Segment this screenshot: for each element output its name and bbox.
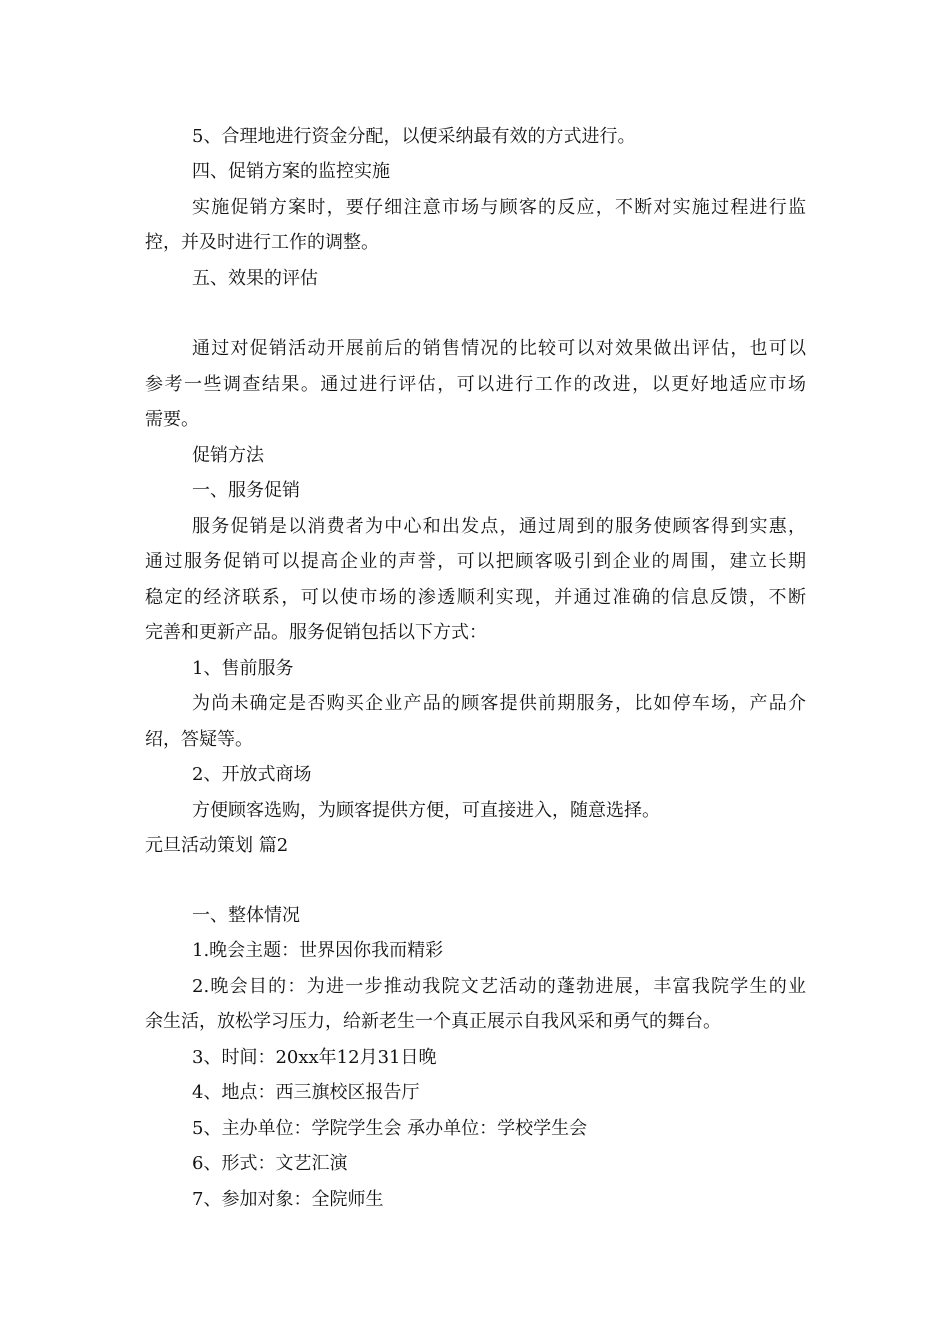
text-line: 余生活，放松学习压力，给新老生一个真正展示自我风采和勇气的舞台。 xyxy=(145,1011,721,1032)
section-heading: 五、效果的评估 xyxy=(192,268,318,289)
text-line: 5、合理地进行资金分配，以便采纳最有效的方式进行。 xyxy=(192,126,636,147)
list-item-heading: 1、售前服务 xyxy=(192,658,294,679)
text-line: 通过服务促销可以提高企业的声誉，可以把顾客吸引到企业的周围，建立长期 xyxy=(145,551,806,572)
text-line: 绍，答疑等。 xyxy=(145,729,253,750)
list-item-heading: 2、开放式商场 xyxy=(192,764,312,785)
text-line: 实施促销方案时，要仔细注意市场与顾客的反应，不断对实施过程进行监 xyxy=(192,197,806,218)
text-line: 方便顾客选购，为顾客提供方便，可直接进入，随意选择。 xyxy=(192,800,660,821)
text-line: 1.晚会主题：世界因你我而精彩 xyxy=(192,940,444,961)
text-line: 2.晚会目的：为进一步推动我院文艺活动的蓬勃进展，丰富我院学生的业 xyxy=(192,976,806,997)
text-line: 服务促销是以消费者为中心和出发点，通过周到的服务使顾客得到实惠， xyxy=(192,516,806,537)
document-title: 元旦活动策划 篇2 xyxy=(145,835,289,856)
text-line: 控，并及时进行工作的调整。 xyxy=(145,232,379,253)
section-heading: 一、整体情况 xyxy=(192,905,300,926)
text-line: 7、参加对象：全院师生 xyxy=(192,1189,384,1210)
text-line: 6、形式：文艺汇演 xyxy=(192,1153,348,1174)
text-line: 完善和更新产品。服务促销包括以下方式： xyxy=(145,622,487,643)
text-line: 需要。 xyxy=(145,409,199,430)
text-line: 5、主办单位：学院学生会 承办单位：学校学生会 xyxy=(192,1118,588,1139)
text-line: 4、地点：西三旗校区报告厅 xyxy=(192,1082,420,1103)
text-line: 稳定的经济联系，可以使市场的渗透顺利实现，并通过准确的信息反馈，不断 xyxy=(145,587,806,608)
text-line: 参考一些调查结果。通过进行评估，可以进行工作的改进，以更好地适应市场 xyxy=(145,374,806,395)
section-heading: 促销方法 xyxy=(192,445,264,466)
text-line: 为尚未确定是否购买企业产品的顾客提供前期服务，比如停车场，产品介 xyxy=(192,693,806,714)
section-heading: 一、服务促销 xyxy=(192,480,300,501)
text-line: 3、时间：20xx年12月31日晚 xyxy=(192,1047,437,1068)
section-heading: 四、促销方案的监控实施 xyxy=(192,161,390,182)
text-line: 通过对促销活动开展前后的销售情况的比较可以对效果做出评估，也可以 xyxy=(192,338,806,359)
